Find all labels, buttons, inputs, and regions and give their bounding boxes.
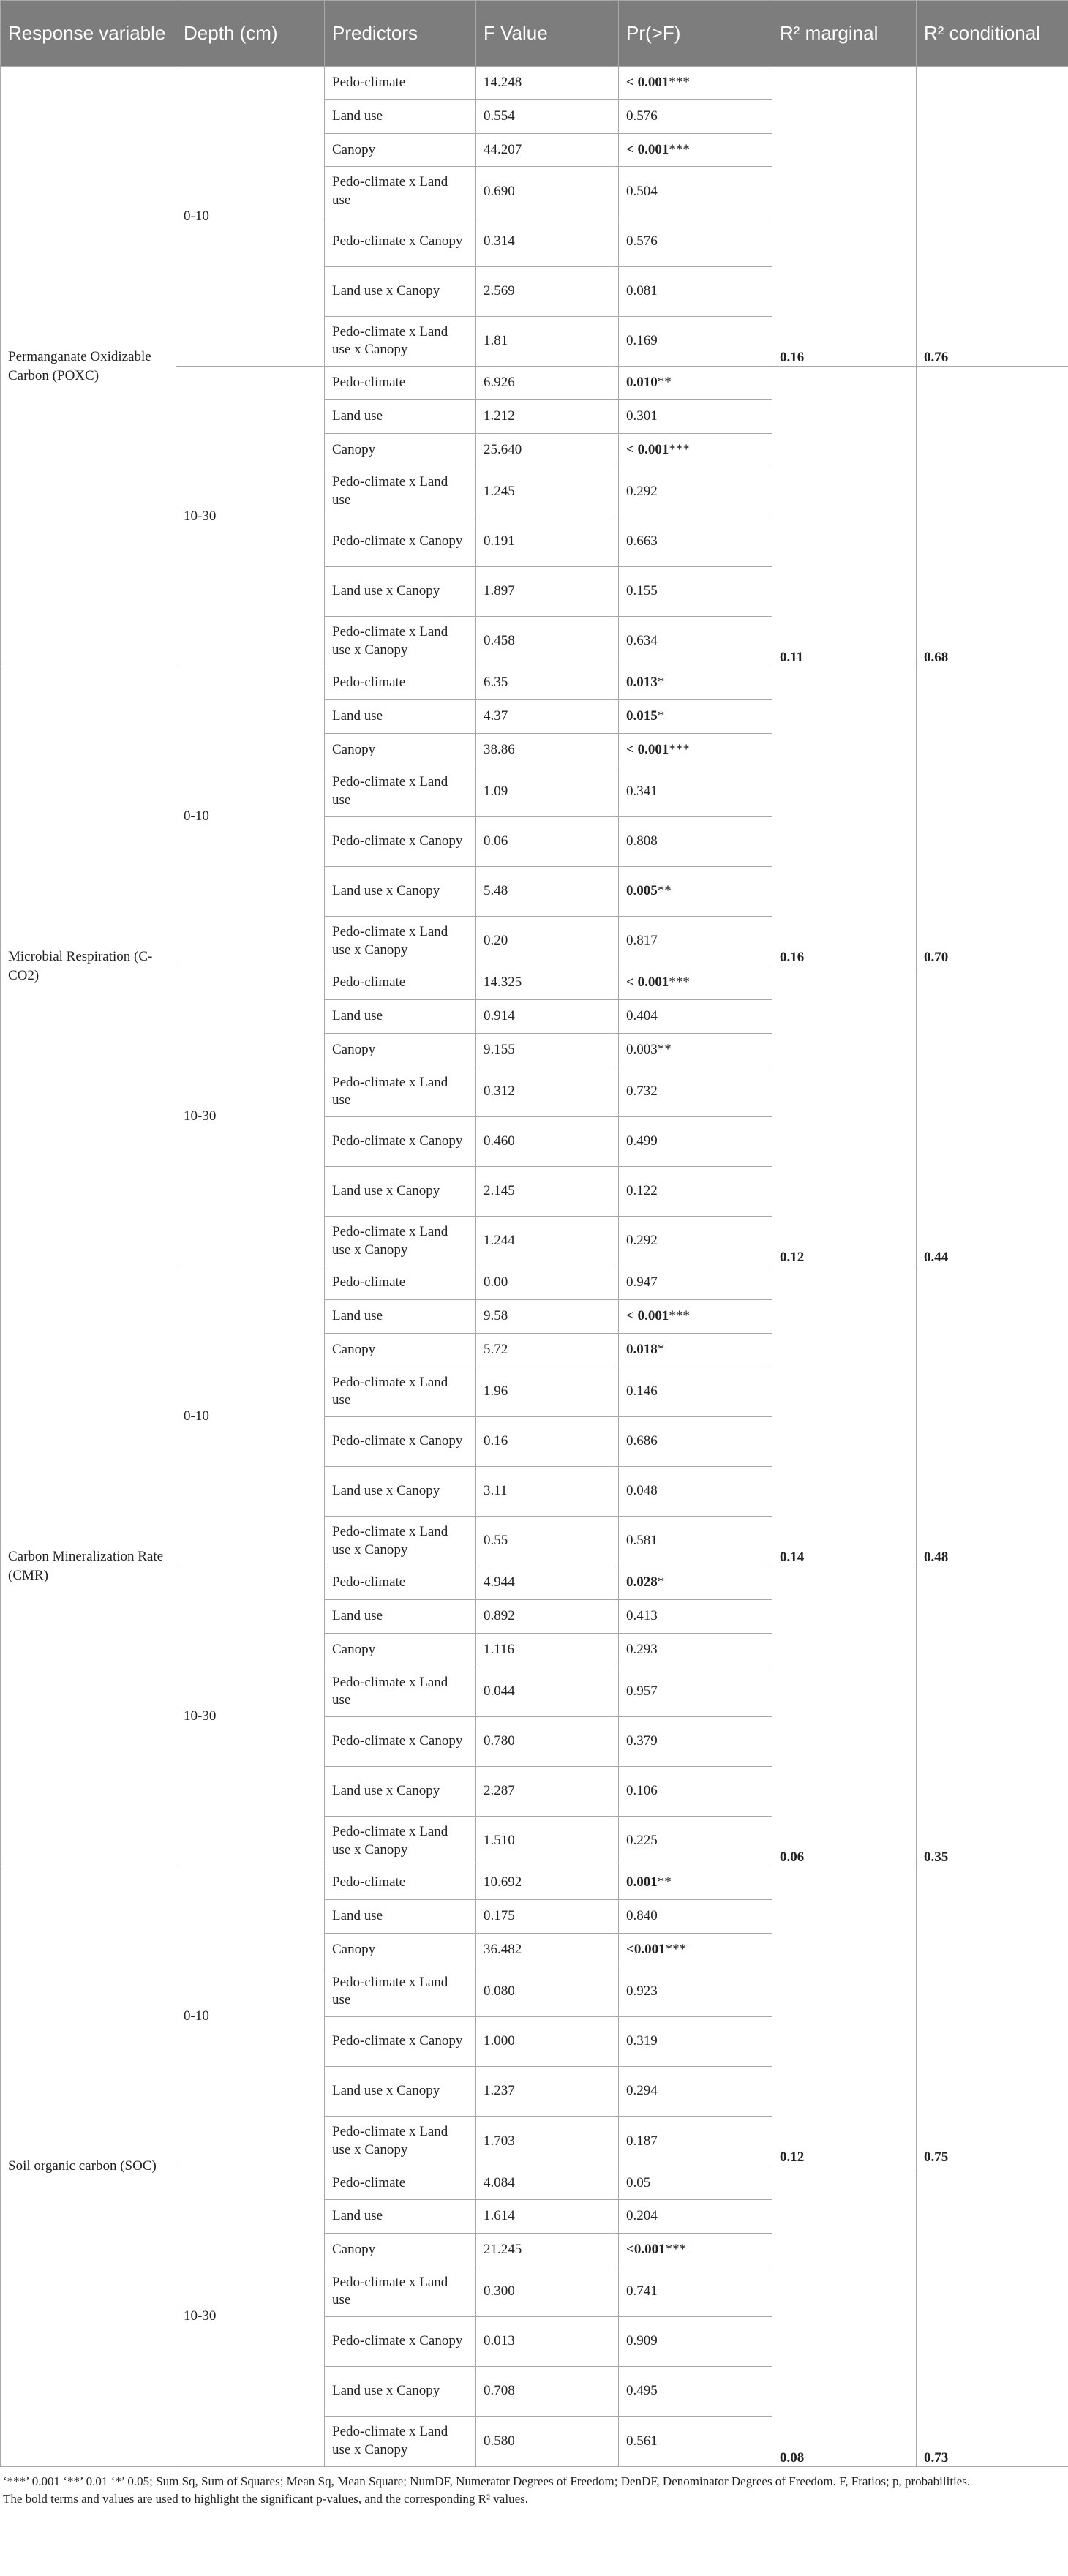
p-value: 0.741	[626, 2283, 658, 2299]
p-value: 0.225	[626, 1833, 658, 1849]
f-value-cell: 6.926	[476, 367, 619, 400]
p-value-cell	[619, 433, 772, 467]
f-value-cell: 21.245	[476, 2234, 619, 2267]
f-value-cell: 0.580	[476, 2417, 619, 2467]
significance-stars: *	[657, 708, 665, 724]
table-row	[1, 666, 1068, 700]
predictor-cell: Land use x Canopy	[325, 1467, 476, 1517]
p-value: 0.576	[626, 108, 658, 124]
p-value: 0.001	[626, 1874, 658, 1890]
r2-marginal-cell: 0.16	[772, 666, 917, 966]
p-value-cell	[619, 1600, 772, 1634]
response-variable-cell: Microbial Respiration (C-CO2)	[1, 666, 176, 1266]
f-value-cell: 0.690	[476, 167, 619, 217]
r2-marginal-cell: 0.12	[772, 966, 917, 1266]
p-value-cell	[619, 367, 772, 400]
predictor-cell: Pedo-climate x Canopy	[325, 1416, 476, 1466]
f-value-cell: 4.944	[476, 1566, 619, 1600]
significance-stars: ***	[665, 1942, 687, 1958]
f-value-cell: 1.81	[476, 316, 619, 366]
col-header-r2-marginal: R² marginal	[772, 1, 917, 67]
p-value: 0.341	[626, 783, 658, 799]
significance-stars: **	[657, 375, 672, 391]
f-value-cell: 1.237	[476, 2067, 619, 2117]
p-value-cell	[619, 1633, 772, 1667]
p-value: <0.001	[626, 2242, 666, 2258]
p-value: 0.634	[626, 633, 658, 649]
f-value-cell: 0.300	[476, 2267, 619, 2316]
r2-conditional-cell: 0.73	[917, 2166, 1068, 2467]
f-value-cell: 1.96	[476, 1367, 619, 1416]
p-value-cell	[619, 1367, 772, 1416]
p-value: < 0.001	[626, 741, 669, 757]
p-value-cell	[619, 1716, 772, 1766]
f-value-cell: 9.155	[476, 1033, 619, 1067]
r2-marginal-cell: 0.08	[772, 2166, 917, 2467]
f-value-cell: 25.640	[476, 433, 619, 467]
significance-stars: **	[657, 1041, 672, 1057]
significance-stars: ***	[669, 441, 690, 457]
response-variable-cell: Permanganate Oxidizable Carbon (POXC)	[1, 67, 176, 666]
p-value: 0.947	[626, 1274, 658, 1291]
predictor-cell: Canopy	[325, 2234, 476, 2267]
predictor-cell: Land use	[325, 99, 476, 133]
f-value-cell: 0.175	[476, 1900, 619, 1934]
p-value-cell	[619, 1416, 772, 1466]
p-value-cell	[619, 67, 772, 100]
depth-cell: 0-10	[176, 1866, 325, 2166]
p-value: 0.292	[626, 1233, 658, 1249]
p-value: 0.048	[626, 1483, 658, 1499]
predictor-cell: Pedo-climate	[325, 67, 476, 100]
predictor-cell: Pedo-climate x Canopy	[325, 2317, 476, 2367]
p-value-cell	[619, 2016, 772, 2066]
f-value-cell: 1.212	[476, 399, 619, 433]
p-value-cell	[619, 1667, 772, 1716]
predictor-cell: Canopy	[325, 1633, 476, 1667]
p-value: 0.146	[626, 1383, 658, 1399]
p-value: 0.028	[626, 1574, 658, 1591]
p-value: 0.663	[626, 533, 658, 549]
predictor-cell: Pedo-climate x Land use	[325, 1067, 476, 1116]
p-value: 0.504	[626, 183, 658, 199]
p-value-cell	[619, 467, 772, 517]
predictor-cell: Pedo-climate x Land use x Canopy	[325, 1217, 476, 1266]
f-value-cell: 0.00	[476, 1266, 619, 1300]
response-variable-cell: Soil organic carbon (SOC)	[1, 1866, 176, 2467]
predictor-cell: Pedo-climate	[325, 666, 476, 700]
p-value: 0.909	[626, 2333, 658, 2349]
predictor-cell: Pedo-climate x Land use	[325, 467, 476, 517]
f-value-cell: 0.780	[476, 1716, 619, 1766]
predictor-cell: Land use	[325, 1600, 476, 1634]
significance-stars: ***	[669, 975, 690, 991]
footnote-line-2: The bold terms and values are used to highlight the significant p-values, and the corresponding R² values.	[3, 2492, 528, 2506]
f-value-cell: 10.692	[476, 1866, 619, 1900]
predictor-cell: Pedo-climate x Land use x Canopy	[325, 2417, 476, 2467]
significance-stars: ***	[669, 1308, 690, 1324]
f-value-cell: 1.000	[476, 2016, 619, 2066]
table-header	[1, 1, 1068, 67]
p-value-cell	[619, 2417, 772, 2467]
f-value-cell: 1.245	[476, 467, 619, 517]
predictor-cell: Canopy	[325, 1333, 476, 1367]
p-value: 0.817	[626, 933, 658, 949]
f-value-cell: 0.191	[476, 517, 619, 566]
p-value-cell	[619, 217, 772, 266]
predictor-cell: Land use x Canopy	[325, 1166, 476, 1216]
predictor-cell: Pedo-climate x Canopy	[325, 1116, 476, 1166]
f-value-cell: 0.080	[476, 1967, 619, 2016]
f-value-cell: 0.013	[476, 2317, 619, 2367]
predictor-cell: Pedo-climate x Canopy	[325, 816, 476, 866]
f-value-cell: 6.35	[476, 666, 619, 700]
p-value-cell	[619, 699, 772, 733]
f-value-cell: 1.897	[476, 566, 619, 616]
p-value-cell	[619, 2367, 772, 2417]
predictor-cell: Pedo-climate x Land use x Canopy	[325, 616, 476, 666]
p-value-cell	[619, 616, 772, 666]
p-value: 0.923	[626, 1983, 658, 1999]
p-value: 0.319	[626, 2033, 658, 2049]
predictor-cell: Pedo-climate	[325, 1866, 476, 1900]
predictor-cell: Pedo-climate	[325, 1266, 476, 1300]
table-footnote	[3, 2473, 1064, 2508]
f-value-cell: 14.248	[476, 67, 619, 100]
depth-cell: 0-10	[176, 666, 325, 966]
predictor-cell: Pedo-climate	[325, 367, 476, 400]
f-value-cell: 0.554	[476, 99, 619, 133]
p-value-cell	[619, 666, 772, 700]
p-value: 0.155	[626, 583, 658, 599]
f-value-cell: 38.86	[476, 733, 619, 767]
p-value-cell	[619, 517, 772, 566]
p-value-cell	[619, 2166, 772, 2200]
predictor-cell: Land use x Canopy	[325, 866, 476, 916]
p-value-cell	[619, 1116, 772, 1166]
predictor-cell: Land use	[325, 699, 476, 733]
p-value: 0.495	[626, 2383, 658, 2399]
p-value: 0.204	[626, 2208, 658, 2224]
p-value-cell	[619, 133, 772, 167]
f-value-cell: 1.244	[476, 1217, 619, 1266]
f-value-cell: 0.312	[476, 1067, 619, 1116]
predictor-cell: Pedo-climate x Land use x Canopy	[325, 1517, 476, 1566]
f-value-cell: 1.614	[476, 2200, 619, 2234]
significance-stars: **	[657, 1874, 672, 1890]
predictor-cell: Pedo-climate x Land use	[325, 167, 476, 217]
f-value-cell: 0.16	[476, 1416, 619, 1466]
predictor-cell: Pedo-climate x Land use x Canopy	[325, 2117, 476, 2166]
predictor-cell: Canopy	[325, 1033, 476, 1067]
r2-marginal-cell: 0.14	[772, 1266, 917, 1566]
f-value-cell: 0.892	[476, 1600, 619, 1634]
footnote-line-1: ‘***’ 0.001 ‘**’ 0.01 ‘*’ 0.05; Sum Sq, Sum of Squares; Mean Sq, Mean Square; NumDF, Numerator Degrees of Freedom; DenDF, Denominator Degrees of Freedom. F, Fratios; p, probabilities.	[3, 2474, 971, 2488]
p-value: 0.005	[626, 883, 658, 899]
f-value-cell: 0.55	[476, 1517, 619, 1566]
p-value: 0.122	[626, 1183, 658, 1199]
predictor-cell: Pedo-climate x Canopy	[325, 217, 476, 266]
r2-conditional-cell: 0.68	[917, 367, 1068, 666]
f-value-cell: 1.09	[476, 767, 619, 816]
significance-stars: *	[657, 1341, 665, 1357]
p-value-cell	[619, 917, 772, 966]
p-value: 0.301	[626, 408, 658, 424]
p-value: 0.957	[626, 1683, 658, 1699]
f-value-cell: 3.11	[476, 1467, 619, 1517]
depth-cell: 0-10	[176, 67, 325, 367]
f-value-cell: 5.72	[476, 1333, 619, 1367]
f-value-cell: 0.20	[476, 917, 619, 966]
predictor-cell: Pedo-climate x Land use	[325, 2267, 476, 2316]
predictor-cell: Land use	[325, 2200, 476, 2234]
p-value: 0.581	[626, 1533, 658, 1549]
predictor-cell: Land use	[325, 1900, 476, 1934]
table-row	[1, 67, 1068, 100]
depth-cell: 0-10	[176, 1266, 325, 1566]
predictor-cell: Land use x Canopy	[325, 1767, 476, 1817]
significance-stars: ***	[665, 2242, 687, 2258]
p-value-cell	[619, 266, 772, 316]
p-value-cell	[619, 767, 772, 816]
p-value-cell	[619, 566, 772, 616]
p-value-cell	[619, 1900, 772, 1934]
predictor-cell: Pedo-climate	[325, 2166, 476, 2200]
table-row	[1, 1266, 1068, 1300]
f-value-cell: 5.48	[476, 866, 619, 916]
col-header-p-value: Pr(>F)	[619, 1, 772, 67]
predictor-cell: Land use x Canopy	[325, 2367, 476, 2417]
p-value: 0.561	[626, 2433, 658, 2449]
f-value-cell: 2.145	[476, 1166, 619, 1216]
p-value: 0.081	[626, 282, 658, 298]
f-value-cell: 0.314	[476, 217, 619, 266]
p-value: 0.404	[626, 1008, 658, 1024]
p-value: 0.840	[626, 1908, 658, 1924]
p-value-cell	[619, 2267, 772, 2316]
table-row	[1, 1866, 1068, 1900]
f-value-cell: 1.116	[476, 1633, 619, 1667]
response-variable-cell: Carbon Mineralization Rate (CMR)	[1, 1266, 176, 1866]
p-value-cell	[619, 1166, 772, 1216]
r2-conditional-cell: 0.35	[917, 1566, 1068, 1866]
p-value: < 0.001	[626, 141, 669, 157]
p-value-cell	[619, 1817, 772, 1866]
f-value-cell: 4.37	[476, 699, 619, 733]
p-value-cell	[619, 316, 772, 366]
p-value: 0.003	[626, 1041, 658, 1057]
r2-conditional-cell: 0.75	[917, 1866, 1068, 2166]
p-value-cell	[619, 816, 772, 866]
depth-cell: 10-30	[176, 1566, 325, 1866]
predictor-cell: Pedo-climate x Land use	[325, 1367, 476, 1416]
p-value: 0.187	[626, 2133, 658, 2149]
p-value: < 0.001	[626, 1308, 669, 1324]
r2-marginal-cell: 0.06	[772, 1566, 917, 1866]
p-value-cell	[619, 99, 772, 133]
f-value-cell: 44.207	[476, 133, 619, 167]
predictor-cell: Canopy	[325, 433, 476, 467]
p-value: < 0.001	[626, 441, 669, 457]
p-value: 0.05	[626, 2174, 651, 2190]
p-value-cell	[619, 966, 772, 1000]
predictor-cell: Land use x Canopy	[325, 566, 476, 616]
p-value: 0.292	[626, 483, 658, 499]
p-value-cell	[619, 2067, 772, 2117]
p-value-cell	[619, 1566, 772, 1600]
predictor-cell: Land use x Canopy	[325, 266, 476, 316]
p-value-cell	[619, 1300, 772, 1334]
p-value-cell	[619, 1517, 772, 1566]
f-value-cell: 0.458	[476, 616, 619, 666]
f-value-cell: 2.287	[476, 1767, 619, 1817]
predictor-cell: Pedo-climate	[325, 1566, 476, 1600]
predictor-cell: Land use	[325, 1000, 476, 1034]
p-value: 0.499	[626, 1133, 658, 1149]
p-value-cell	[619, 1467, 772, 1517]
predictor-cell: Pedo-climate x Land use	[325, 767, 476, 816]
r2-marginal-cell: 0.11	[772, 367, 917, 666]
significance-stars: *	[657, 1574, 665, 1591]
p-value: 0.413	[626, 1608, 658, 1624]
p-value: 0.018	[626, 1341, 658, 1357]
r2-conditional-cell: 0.76	[917, 67, 1068, 367]
p-value: 0.106	[626, 1783, 658, 1799]
predictor-cell: Pedo-climate x Land use x Canopy	[325, 316, 476, 366]
p-value: < 0.001	[626, 975, 669, 991]
p-value-cell	[619, 866, 772, 916]
f-value-cell: 0.044	[476, 1667, 619, 1716]
p-value-cell	[619, 1967, 772, 2016]
significance-stars: ***	[669, 141, 690, 157]
p-value-cell	[619, 1934, 772, 1967]
predictor-cell: Land use	[325, 1300, 476, 1334]
significance-stars: ***	[669, 75, 690, 91]
predictor-cell: Pedo-climate x Land use	[325, 1667, 476, 1716]
r2-marginal-cell: 0.12	[772, 1866, 917, 2166]
p-value: 0.169	[626, 333, 658, 349]
predictor-cell: Land use x Canopy	[325, 2067, 476, 2117]
col-header-r2-conditional: R² conditional	[917, 1, 1068, 67]
p-value-cell	[619, 399, 772, 433]
f-value-cell: 0.460	[476, 1116, 619, 1166]
p-value: <0.001	[626, 1942, 666, 1958]
r2-marginal-cell: 0.16	[772, 67, 917, 367]
table-body	[1, 67, 1068, 2467]
f-value-cell: 0.06	[476, 816, 619, 866]
p-value-cell	[619, 2117, 772, 2166]
p-value-cell	[619, 733, 772, 767]
p-value-cell	[619, 1767, 772, 1817]
p-value-cell	[619, 2234, 772, 2267]
p-value-cell	[619, 1217, 772, 1266]
depth-cell: 10-30	[176, 2166, 325, 2467]
p-value: 0.732	[626, 1083, 658, 1099]
p-value: 0.015	[626, 708, 658, 724]
r2-conditional-cell: 0.44	[917, 966, 1068, 1266]
p-value-cell	[619, 167, 772, 217]
col-header-f-value: F Value	[476, 1, 619, 67]
predictor-cell: Pedo-climate x Land use	[325, 1967, 476, 2016]
f-value-cell: 2.569	[476, 266, 619, 316]
p-value-cell	[619, 1033, 772, 1067]
predictor-cell: Pedo-climate x Canopy	[325, 517, 476, 566]
p-value-cell	[619, 1266, 772, 1300]
p-value-cell	[619, 1067, 772, 1116]
col-header-depth: Depth (cm)	[176, 1, 325, 67]
predictor-cell: Pedo-climate x Canopy	[325, 2016, 476, 2066]
r2-conditional-cell: 0.70	[917, 666, 1068, 966]
p-value: 0.293	[626, 1642, 658, 1657]
header-row	[1, 1, 1068, 67]
significance-stars: ***	[669, 741, 690, 757]
f-value-cell: 36.482	[476, 1934, 619, 1967]
p-value: 0.576	[626, 233, 658, 249]
p-value: 0.808	[626, 833, 658, 849]
p-value: < 0.001	[626, 75, 669, 91]
f-value-cell: 0.914	[476, 1000, 619, 1034]
p-value: 0.294	[626, 2083, 658, 2099]
predictor-cell: Pedo-climate x Land use x Canopy	[325, 917, 476, 966]
depth-cell: 10-30	[176, 367, 325, 666]
f-value-cell: 4.084	[476, 2166, 619, 2200]
f-value-cell: 1.510	[476, 1817, 619, 1866]
predictor-cell: Canopy	[325, 733, 476, 767]
f-value-cell: 9.58	[476, 1300, 619, 1334]
predictor-cell: Canopy	[325, 133, 476, 167]
p-value-cell	[619, 2317, 772, 2367]
f-value-cell: 0.708	[476, 2367, 619, 2417]
depth-cell: 10-30	[176, 966, 325, 1266]
p-value-cell	[619, 1866, 772, 1900]
p-value: 0.379	[626, 1733, 658, 1749]
r2-conditional-cell: 0.48	[917, 1266, 1068, 1566]
f-value-cell: 1.703	[476, 2117, 619, 2166]
p-value-cell	[619, 2200, 772, 2234]
f-value-cell: 14.325	[476, 966, 619, 1000]
p-value: 0.010	[626, 375, 658, 391]
p-value-cell	[619, 1333, 772, 1367]
predictor-cell: Pedo-climate x Land use x Canopy	[325, 1817, 476, 1866]
p-value: 0.013	[626, 675, 658, 691]
predictor-cell: Land use	[325, 399, 476, 433]
predictor-cell: Pedo-climate x Canopy	[325, 1716, 476, 1766]
predictor-cell: Pedo-climate	[325, 966, 476, 1000]
col-header-predictors: Predictors	[325, 1, 476, 67]
p-value-cell	[619, 1000, 772, 1034]
predictor-cell: Canopy	[325, 1934, 476, 1967]
significance-stars: **	[657, 883, 672, 899]
p-value: 0.686	[626, 1433, 658, 1449]
significance-stars: *	[657, 675, 665, 691]
col-header-response: Response variable	[1, 1, 176, 67]
